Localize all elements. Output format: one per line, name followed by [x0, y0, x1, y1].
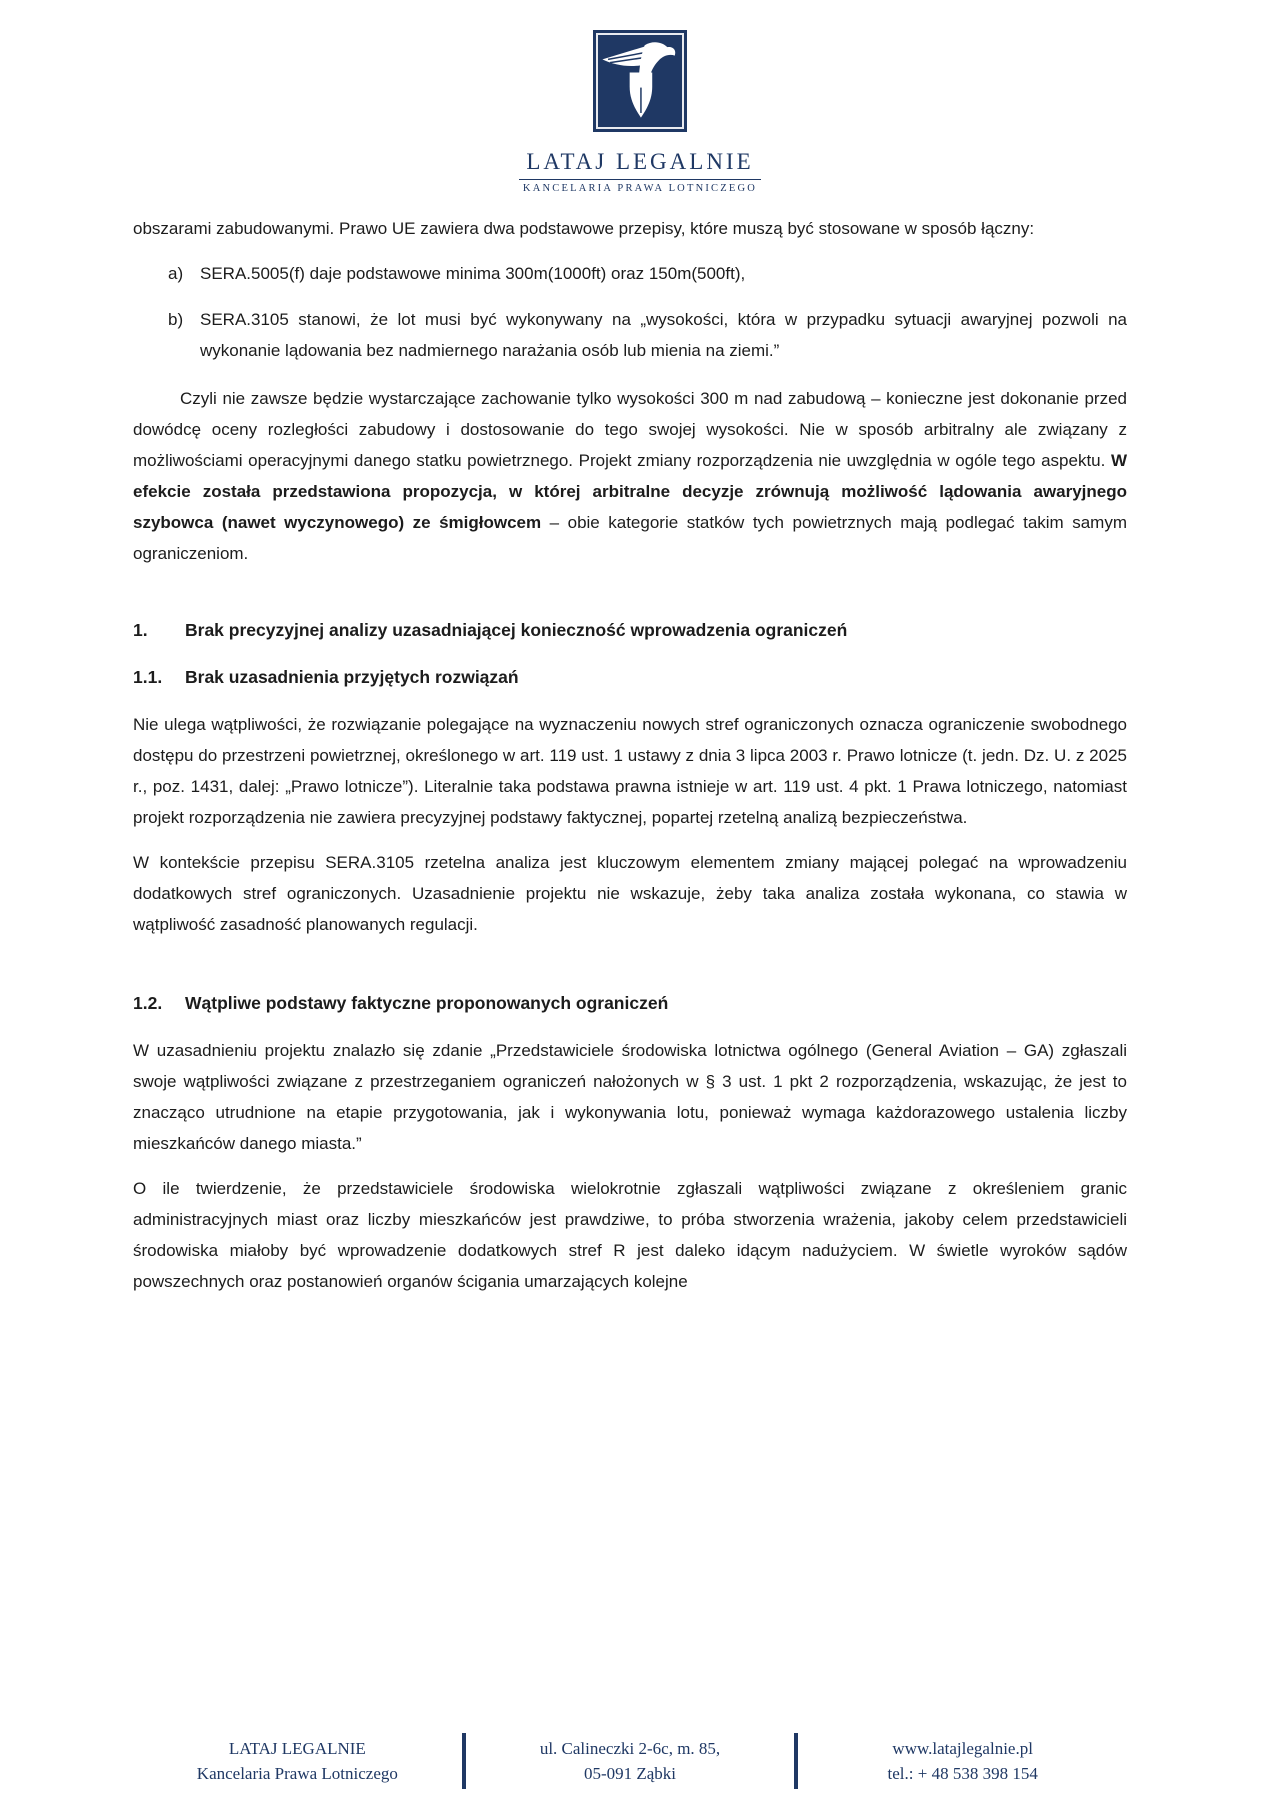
- footer-address: [466, 1736, 795, 1786]
- section-number-1-1: 1.1.: [133, 667, 163, 687]
- brand-tagline: KANCELARIA PRAWA LOTNICZEGO: [522, 183, 758, 194]
- footer-company: [133, 1736, 462, 1786]
- section-number-1-2: 1.2.: [133, 993, 163, 1013]
- logo: [593, 30, 687, 132]
- brand-name: LATAJ LEGALNIE: [526, 149, 754, 174]
- footer-contact: [798, 1736, 1127, 1786]
- section-heading-1-1: [133, 662, 1127, 693]
- brand-divider-line: [519, 179, 761, 180]
- paragraph-czyli-end: – obie kategorie statków tych powietrznych mają podlegać takim samym ograniczeniom.: [133, 513, 1128, 563]
- footer-website: www.latajlegalnie.pl: [892, 1739, 1033, 1758]
- footer-phone: tel.: + 48 538 398 154: [887, 1764, 1038, 1783]
- paragraph-1-2-a: W uzasadnieniu projektu znalazło się zdanie „Przedstawiciele środowiska lotnictwa ogólnego (General Aviation – GA) zgłaszali swoje wątpliwości związane z przestrzeganiem ograniczeń nałożonych w § 3 ust. 1 pkt 2 rozporządzenia, wskazując, że jest to znacząco utrudnione na etapie przygotowania, jak i wykonywania lotu, ponieważ wymaga każdorazowego ustalenia liczby mieszkańców danego miasta.”: [133, 1041, 1127, 1153]
- footer-street: ul. Calineczki 2-6c, m. 85,: [539, 1739, 721, 1758]
- section-heading-1: [133, 615, 1127, 646]
- list-item-a: [133, 258, 1127, 289]
- section-title-1: Brak precyzyjnej analizy uzasadniającej konieczność wprowadzenia ograniczeń: [185, 620, 848, 640]
- paragraph-czyli: [133, 383, 1127, 569]
- footer-city: 05-091 Ząbki: [583, 1764, 677, 1783]
- paragraph-czyli-start: Czyli nie zawsze będzie wystarczające zachowanie tylko wysokości 300 m nad zabudową – konieczne jest dokonanie przed dowódcę oceny rozległości zabudowy i dostosowanie do tego swojej wysokości. Nie w sposób arbitralny ale związany z możliwościami operacyjnymi danego statku powietrznego. Projekt zmiany rozporządzenia nie uwzględnia w ogóle tego aspektu.: [133, 389, 1127, 470]
- page-footer: [133, 1733, 1127, 1789]
- paragraph-1-2-b: O ile twierdzenie, że przedstawiciele środowiska wielokrotnie zgłaszali wątpliwości związane z określeniem granic administracyjnych miast oraz liczby mieszkańców jest prawdziwe, to próba stworzenia wrażenia, jakoby celem przedstawicieli środowiska miałoby być wprowadzenie dodatkowych stref R jest daleko idącym nadużyciem. W świetle wyroków sądów powszechnych oraz postanowień organów ścigania umarzających kolejne: [133, 1179, 1127, 1291]
- section-title-1-2: Wątpliwe podstawy faktyczne proponowanych ograniczeń: [185, 993, 669, 1013]
- paragraph-czyli-bold: W efekcie została przedstawiona propozycja, w której arbitralne decyzje zrównują możliwość lądowania awaryjnego szybowca (nawet wyczynowego) ze śmigłowcem: [133, 451, 1127, 532]
- list-marker-b: b): [168, 310, 184, 329]
- section-number-1: 1.: [133, 620, 148, 640]
- letterhead: [0, 0, 1280, 194]
- footer-company-subtitle: Kancelaria Prawa Lotniczego: [196, 1764, 398, 1783]
- paragraph-intro: obszarami zabudowanymi. Prawo UE zawiera dwa podstawowe przepisy, które muszą być stosowane w sposób łączny:: [133, 219, 1035, 238]
- section-heading-1-2: [133, 988, 1127, 1019]
- section-title-1-1: Brak uzasadnienia przyjętych rozwiązań: [185, 667, 519, 687]
- paragraph-1-1-a: Nie ulega wątpliwości, że rozwiązanie polegające na wyznaczeniu nowych stref ograniczonych oznacza ograniczenie swobodnego dostępu do przestrzeni powietrznej, określonego w art. 119 ust. 1 ustawy z dnia 3 lipca 2003 r. Prawo lotnicze (t. jedn. Dz. U. z 2025 r., poz. 1431, dalej: „Prawo lotnicze”). Literalnie taka podstawa prawna istnieje w art. 119 ust. 4 pkt. 1 Prawa lotniczego, natomiast projekt rozporządzenia nie zawiera precyzyjnej podstawy faktycznej, popartej rzetelną analizą bezpieczeństwa.: [133, 715, 1127, 827]
- list-text-b: SERA.3105 stanowi, że lot musi być wykonywany na „wysokości, która w przypadku sytuacji awaryjnej pozwoli na wykonanie lądowania bez nadmiernego narażania osób lub mienia na ziemi.”: [200, 310, 1127, 360]
- list-text-a: SERA.5005(f) daje podstawowe minima 300m(1000ft) oraz 150m(500ft),: [200, 264, 746, 283]
- list-marker-a: a): [168, 264, 184, 283]
- paragraph-1-1-b: W kontekście przepisu SERA.3105 rzetelna analiza jest kluczowym elementem zmiany mającej polegać na wprowadzeniu dodatkowych stref ograniczonych. Uzasadnienie projektu nie wskazuje, żeby taka analiza została wykonana, co stawia w wątpliwość zasadność planowanych regulacji.: [133, 853, 1127, 934]
- list-item-b: [133, 304, 1127, 366]
- document-body: [133, 213, 1127, 1311]
- footer-company-name: LATAJ LEGALNIE: [228, 1739, 366, 1758]
- pen-nib-wing-logo-icon: [593, 30, 687, 132]
